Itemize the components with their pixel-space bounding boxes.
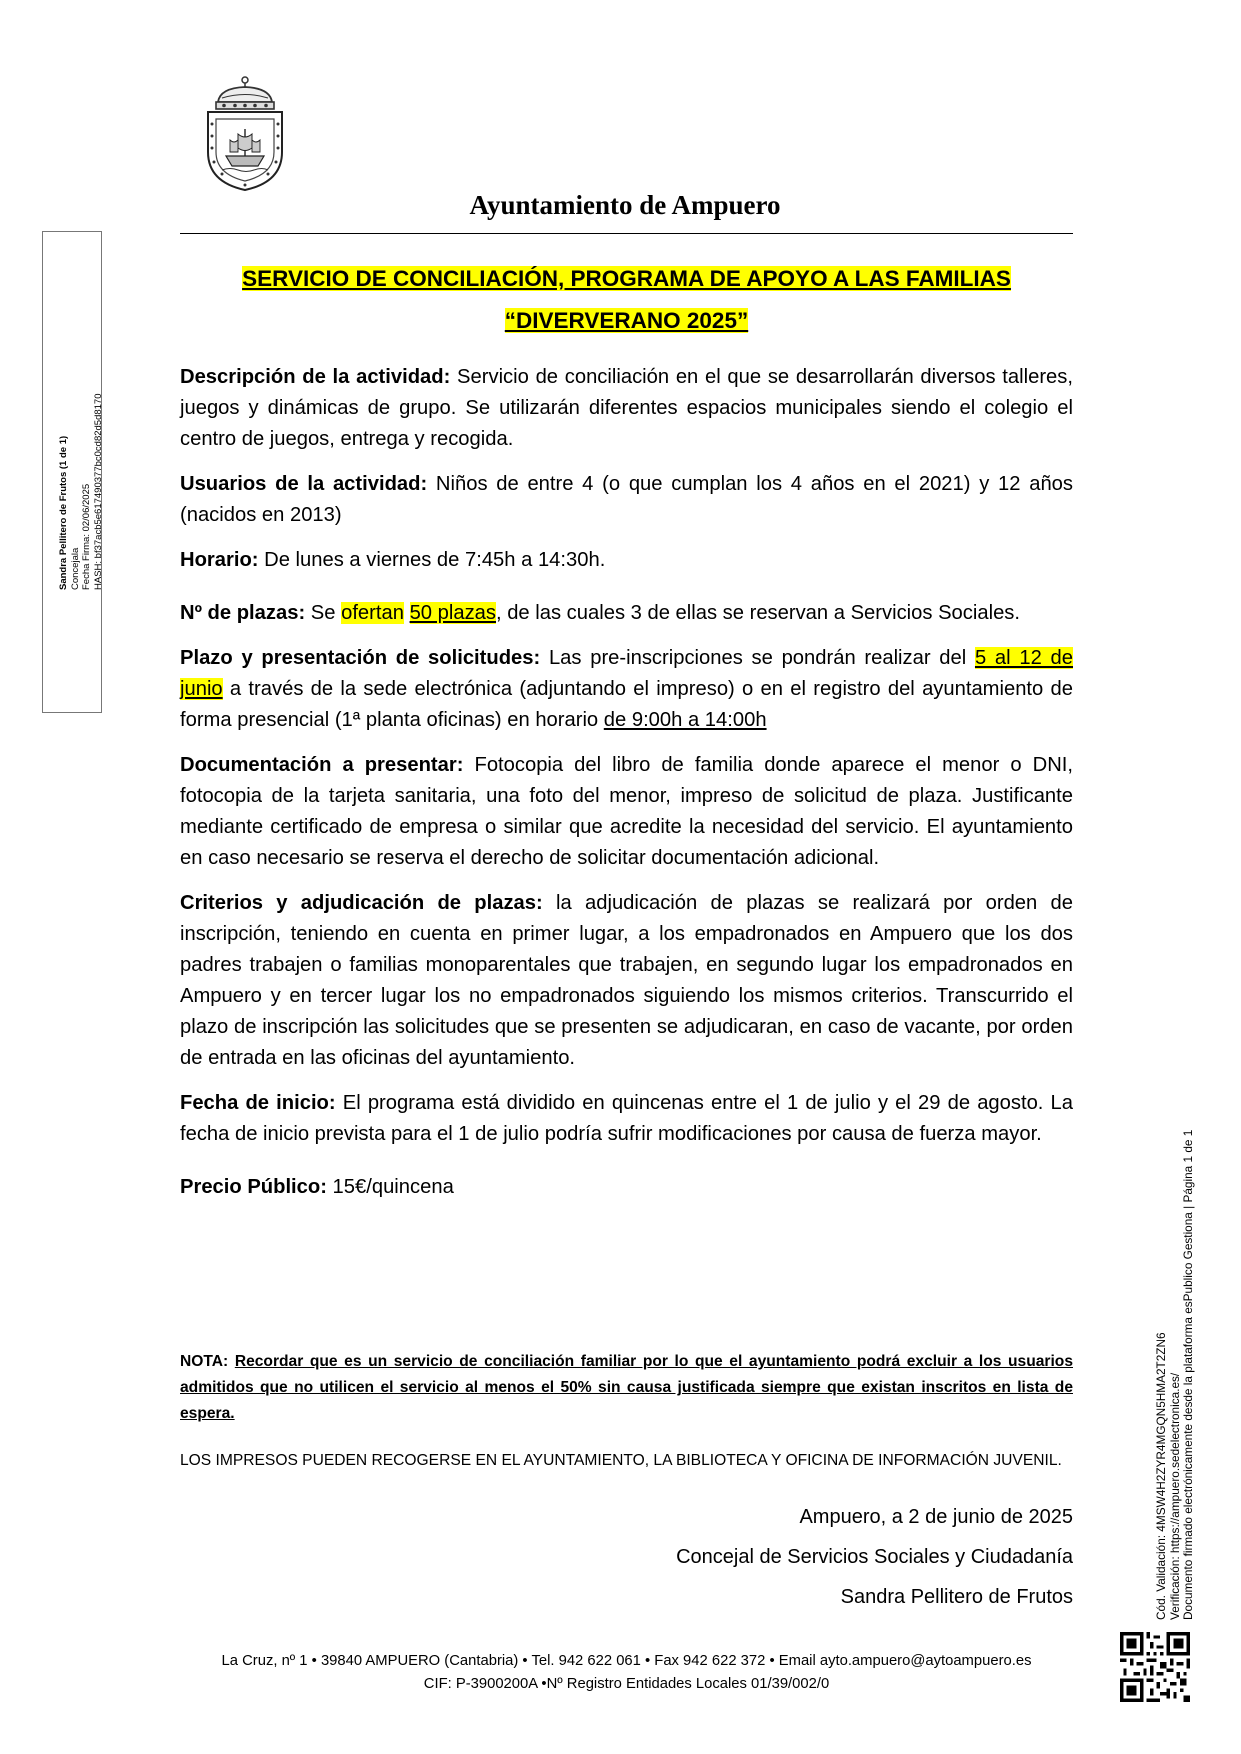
note-label: NOTA: [180,1353,229,1370]
footer-registry: CIF: P-3900200A •Nº Registro Entidades Locales 01/39/002/0 [423,1676,830,1692]
section-label: Descripción de la actividad: [180,366,451,388]
coat-of-arms-logo [200,74,290,192]
section-precio [180,1172,1073,1203]
highlight-dates: 5 al 12 de junio [180,647,1073,700]
signer-name: Sandra Pellitero de Frutos (1 de 1) [58,435,69,590]
section-text: El programa está dividido en quincenas entre el 1 de julio y el 29 de agosto. La fecha de inicio prevista para el 1 de julio podría sufrir modificaciones por causa de fuerza mayor. [180,1092,1073,1145]
validation-signed: Documento firmado electrónicamente desde la plataforma esPublico Gestiona | Página 1 de 1 [1181,1129,1195,1620]
signature-stamp-text [58,330,104,590]
section-text: Se [305,602,342,624]
validation-text [1155,1100,1196,1620]
highlight-50-plazas: 50 plazas [409,602,496,624]
section-label: Horario: [180,549,259,571]
section-text: la adjudicación de plazas se realizará por orden de inscripción, teniendo en cuenta en primer lugar, a los empadronados en Ampuero que los dos padres trabajen o familias monoparentales que trabajen, en segundo lugar los empadronados en Ampuero y en tercer lugar los no empadronados siguiendo los mismos criterios. Transcurrido el plazo de inscripción las solicitudes que se presenten se adjudicaran, en caso de vacante, por orden de entrada en las oficinas del ayuntamiento. [180,892,1073,1069]
note-text: Recordar que es un servicio de conciliación familiar por lo que el ayuntamiento podrá excluir a los usuarios admitidos que no utilicen el servicio al menos el 50% sin causa justificada siempre que existan inscritos en lista de espera. [180,1353,1073,1422]
section-usuarios [180,469,1073,531]
section-text: 15€/quincena [326,1176,454,1198]
town-title: Ayuntamiento de Ampuero [469,190,781,220]
validation-url: Verificación: https://ampuero.sedelectronica.es/ [1167,1372,1182,1620]
section-label: Criterios y adjudicación de plazas: [180,892,543,914]
section-label: Plazo y presentación de solicitudes: [180,647,541,669]
signer-title: Concejal de Servicios Sociales y Ciudadanía [676,1546,1073,1568]
section-label: Nº de plazas: [180,602,306,624]
section-horario [180,545,1073,576]
highlight-ofertan: ofertan [341,602,404,624]
signer-role: Concejala [69,547,81,590]
section-label: Precio Público: [180,1176,327,1198]
section-text [404,602,410,624]
section-text: Fotocopia del libro de familia donde aparece el menor o DNI, fotocopia de la tarjeta sanitaria, una foto del menor, impreso de solicitud de plaza. Justificante mediante certificado de empresa o similar que acredite la necesidad del servicio. El ayuntamiento en caso necesario se reserva el derecho de solicitar documentación adicional. [180,754,1073,869]
forms-availability-text: LOS IMPRESOS PUEDEN RECOGERSE EN EL AYUNTAMIENTO, LA BIBLIOTECA Y OFICINA DE INFORMACIÓN JUVENIL. [180,1452,1062,1469]
qr-code [1120,1632,1190,1702]
signature-date: Fecha Firma: 02/06/2025 [81,483,92,590]
section-descripcion [180,362,1073,455]
signature-hash: HASH: bf37acb5e617490377bc0cd82d5d8170 [92,393,104,590]
signer-full-name: Sandra Pellitero de Frutos [840,1586,1073,1608]
header-divider [180,233,1073,234]
section-fecha [180,1088,1073,1150]
section-label: Usuarios de la actividad: [180,473,428,495]
place-date: Ampuero, a 2 de junio de 2025 [799,1506,1073,1528]
validation-code: Cód. Validación: 4MSW4H2ZYR4MGQN5HMA2T2ZN6 [1154,1332,1168,1620]
section-text: De lunes a viernes de 7:45h a 14:30h. [258,549,606,571]
document-body [180,362,1073,1217]
section-label: Fecha de inicio: [180,1092,336,1114]
section-text: Servicio de conciliación en el que se desarrollarán diversos talleres, juegos y dinámicas de grupo. Se utilizarán diferentes espacios municipales siendo el colegio el centro de juegos, entrega y recogida. [180,366,1073,450]
footer-address: La Cruz, nº 1 • 39840 AMPUERO (Cantabria) • Tel. 942 622 061 • Fax 942 622 372 • Email ayto.ampuero@aytoampuero.es [221,1653,1032,1669]
section-text: , de las cuales 3 de ellas se reservan a Servicios Sociales. [495,602,1021,624]
section-plazas [180,598,1073,629]
note-block [180,1349,1073,1427]
section-criterios [180,888,1073,1074]
signature-block [560,1497,1073,1617]
section-text: Las pre-inscripciones se pondrán realizar del [540,647,975,669]
underlined-hours: de 9:00h a 14:00h [603,709,767,731]
main-title-line2: “DIVERVERANO 2025” [504,308,749,333]
section-text: Niños de entre 4 (o que cumplan los 4 años en el 2021) y 12 años (nacidos en 2013) [180,473,1073,526]
main-title-line1: SERVICIO DE CONCILIACIÓN, PROGRAMA DE APOYO A LAS FAMILIAS [242,266,1011,291]
section-documentacion [180,750,1073,874]
section-plazo [180,643,1073,736]
main-title [180,258,1073,342]
section-label: Documentación a presentar: [180,754,464,776]
section-text: a través de la sede electrónica (adjuntando el impreso) o en el registro del ayuntamiento de forma presencial (1ª planta oficinas) en horario [180,678,1073,731]
